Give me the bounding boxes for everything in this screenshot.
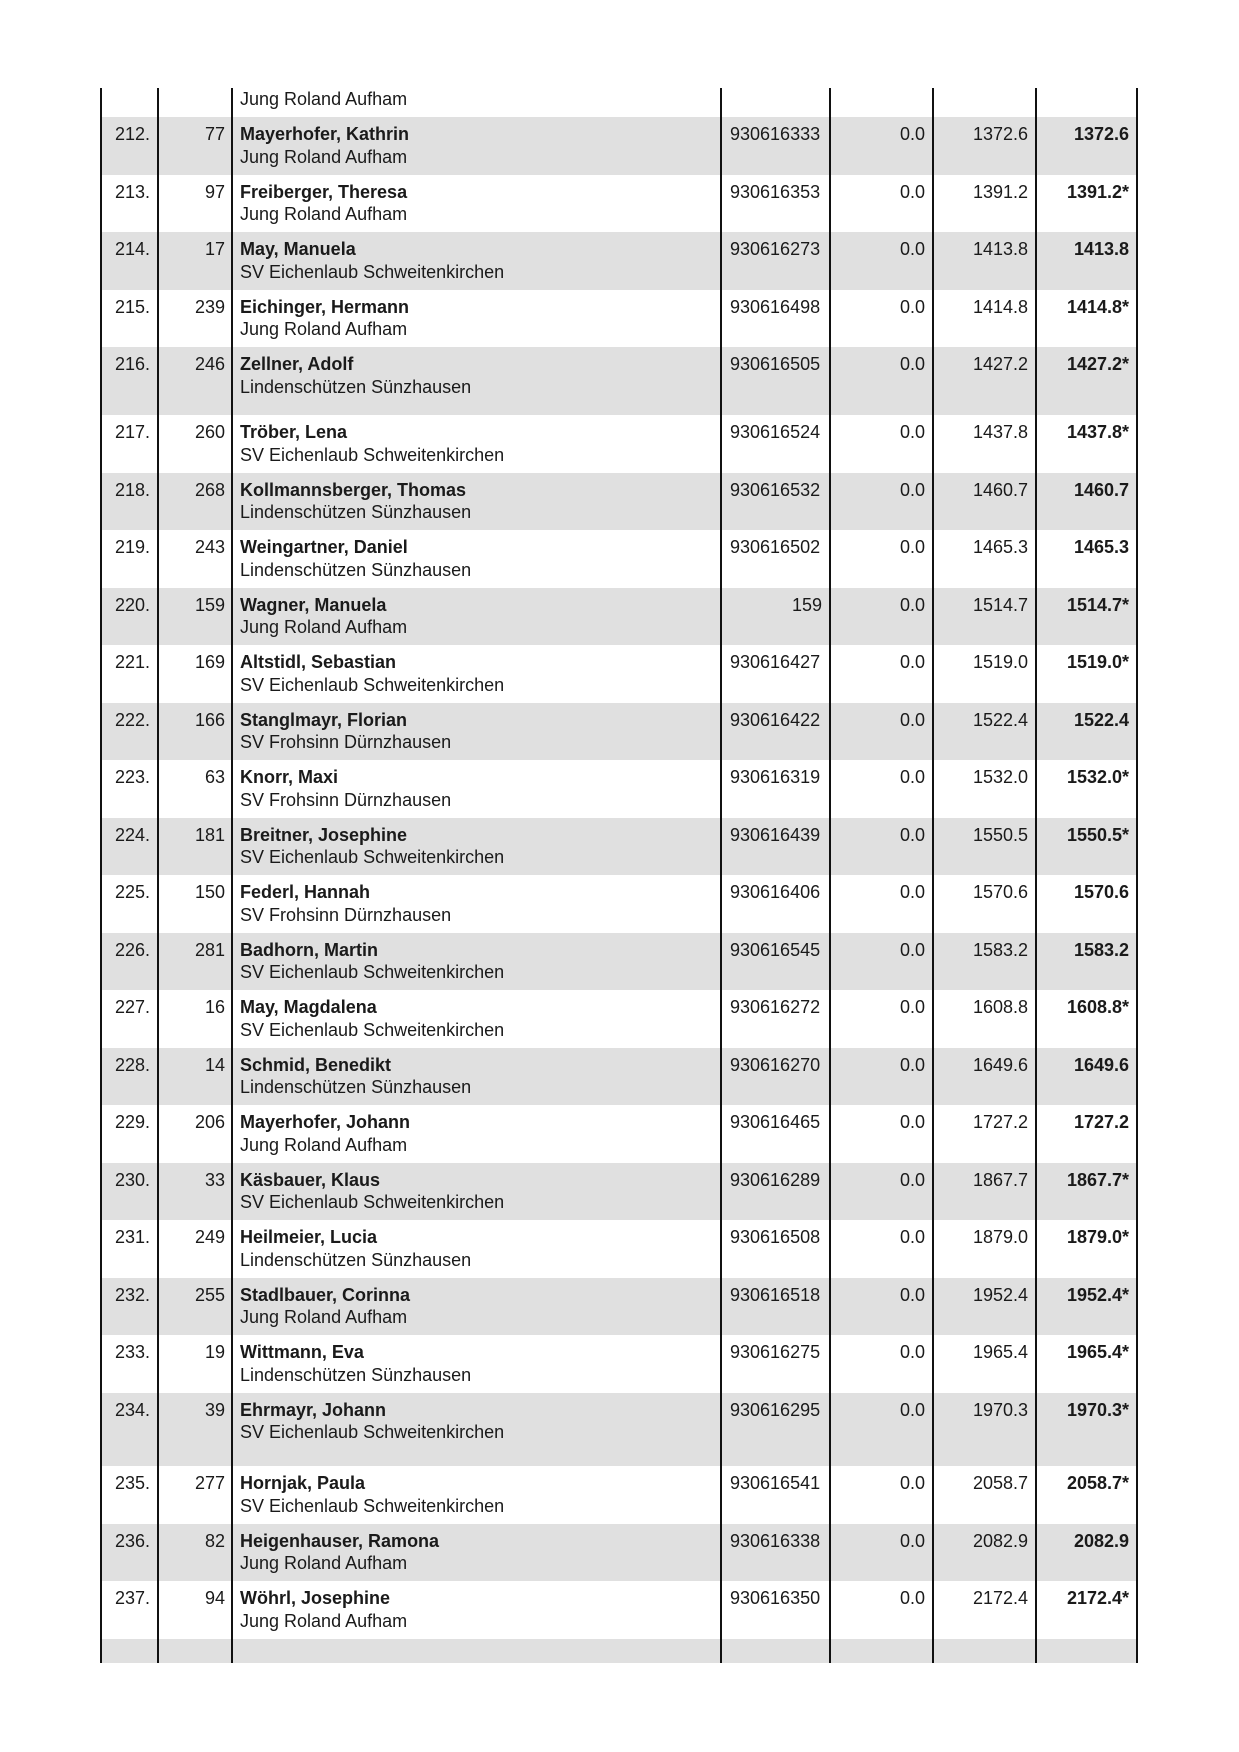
score-a-cell: 0.0 bbox=[829, 1278, 932, 1336]
shooter-name: Zellner, Adolf bbox=[240, 354, 354, 374]
club-name: Lindenschützen Sünzhausen bbox=[240, 1077, 472, 1097]
table-row bbox=[100, 990, 1138, 1048]
score-b-cell: 1879.0 bbox=[932, 1220, 1035, 1278]
table-row bbox=[100, 818, 1138, 876]
total-cell: 1608.8* bbox=[1035, 990, 1138, 1048]
shooter-name: May, Manuela bbox=[240, 239, 356, 259]
table-row bbox=[100, 1220, 1138, 1278]
score-a-cell: 0.0 bbox=[829, 1048, 932, 1106]
name-cell bbox=[231, 175, 720, 233]
rank-cell: 220. bbox=[100, 588, 157, 646]
score-a-cell: 0.0 bbox=[829, 117, 932, 175]
name-cell bbox=[231, 1163, 720, 1221]
table-row bbox=[100, 1105, 1138, 1163]
total-cell: 1867.7* bbox=[1035, 1163, 1138, 1221]
table-row bbox=[100, 232, 1138, 290]
club-name: Jung Roland Aufham bbox=[240, 146, 408, 167]
shooter-name: Mayerhofer, Kathrin bbox=[240, 124, 410, 144]
name-cell bbox=[231, 232, 720, 290]
club-name: Jung Roland Aufham bbox=[240, 204, 408, 224]
club-name: Lindenschützen Sünzhausen bbox=[240, 1249, 472, 1270]
id-cell: 930616319 bbox=[720, 760, 829, 818]
score-b-cell: 1372.6 bbox=[932, 117, 1035, 175]
shooter-name: Hornjak, Paula bbox=[240, 1473, 366, 1493]
club-name: Jung Roland Aufham bbox=[240, 1553, 408, 1573]
table-row bbox=[100, 875, 1138, 933]
score-b-cell: 1952.4 bbox=[932, 1278, 1035, 1336]
start-number-cell: 16 bbox=[157, 990, 231, 1048]
name-cell bbox=[231, 530, 720, 588]
table-row-partial bbox=[100, 88, 1138, 117]
club-name: Lindenschützen Sünzhausen bbox=[240, 376, 472, 397]
id-cell: 930616545 bbox=[720, 933, 829, 991]
table-row bbox=[100, 1524, 1138, 1582]
rank-cell: 212. bbox=[100, 117, 157, 175]
club-name: SV Eichenlaub Schweitenkirchen bbox=[240, 261, 505, 282]
club-name: Jung Roland Aufham bbox=[240, 1610, 408, 1631]
shooter-name: Mayerhofer, Johann bbox=[240, 1112, 411, 1132]
name-cell bbox=[231, 1105, 720, 1163]
rank-cell: 230. bbox=[100, 1163, 157, 1221]
name-cell bbox=[231, 760, 720, 818]
total-cell: 1514.7* bbox=[1035, 588, 1138, 646]
start-number-cell: 63 bbox=[157, 760, 231, 818]
shooter-name: Stanglmayr, Florian bbox=[240, 709, 408, 730]
rank-cell: 221. bbox=[100, 645, 157, 703]
name-cell bbox=[231, 1466, 720, 1524]
total-cell: 1437.8* bbox=[1035, 415, 1138, 473]
rank-cell: 225. bbox=[100, 875, 157, 933]
score-a-cell: 0.0 bbox=[829, 818, 932, 876]
id-cell: 930616275 bbox=[720, 1335, 829, 1393]
score-b-cell: 2082.9 bbox=[932, 1524, 1035, 1582]
name-cell bbox=[231, 88, 720, 117]
score-b-cell: 1532.0 bbox=[932, 760, 1035, 818]
start-number-cell bbox=[157, 88, 231, 117]
score-a-cell: 0.0 bbox=[829, 933, 932, 991]
id-cell: 930616350 bbox=[720, 1581, 829, 1639]
club-name: Jung Roland Aufham bbox=[240, 319, 408, 339]
total-cell: 1465.3 bbox=[1035, 530, 1138, 588]
club-name: Jung Roland Aufham bbox=[240, 1134, 408, 1155]
rank-cell bbox=[100, 1639, 157, 1663]
name-cell bbox=[231, 290, 720, 348]
name-cell bbox=[231, 415, 720, 473]
score-b-cell: 2058.7 bbox=[932, 1466, 1035, 1524]
rank-cell: 214. bbox=[100, 232, 157, 290]
shooter-name: Kollmannsberger, Thomas bbox=[240, 479, 467, 500]
score-a-cell: 0.0 bbox=[829, 1335, 932, 1393]
score-b-cell: 1550.5 bbox=[932, 818, 1035, 876]
start-number-cell: 249 bbox=[157, 1220, 231, 1278]
start-number-cell: 77 bbox=[157, 117, 231, 175]
shooter-name: Wittmann, Eva bbox=[240, 1342, 364, 1362]
id-cell: 930616541 bbox=[720, 1466, 829, 1524]
table-row bbox=[100, 415, 1138, 473]
start-number-cell: 17 bbox=[157, 232, 231, 290]
name-cell bbox=[231, 1393, 720, 1467]
club-name: SV Eichenlaub Schweitenkirchen bbox=[240, 962, 505, 982]
score-a-cell: 0.0 bbox=[829, 1163, 932, 1221]
start-number-cell: 14 bbox=[157, 1048, 231, 1106]
score-b-cell: 1649.6 bbox=[932, 1048, 1035, 1106]
id-cell: 930616427 bbox=[720, 645, 829, 703]
rank-cell: 217. bbox=[100, 415, 157, 473]
rank-cell: 231. bbox=[100, 1220, 157, 1278]
score-b-cell: 1427.2 bbox=[932, 347, 1035, 415]
id-cell: 930616505 bbox=[720, 347, 829, 415]
start-number-cell: 206 bbox=[157, 1105, 231, 1163]
table-row bbox=[100, 347, 1138, 415]
shooter-name: Wagner, Manuela bbox=[240, 594, 387, 615]
name-cell bbox=[231, 473, 720, 531]
name-cell bbox=[231, 588, 720, 646]
score-a-cell: 0.0 bbox=[829, 473, 932, 531]
start-number-cell: 239 bbox=[157, 290, 231, 348]
table-row bbox=[100, 645, 1138, 703]
rank-cell: 236. bbox=[100, 1524, 157, 1582]
start-number-cell: 159 bbox=[157, 588, 231, 646]
score-b-cell: 1727.2 bbox=[932, 1105, 1035, 1163]
id-cell: 930616422 bbox=[720, 703, 829, 761]
club-name: Lindenschützen Sünzhausen bbox=[240, 502, 472, 522]
club-name: SV Frohsinn Dürnzhausen bbox=[240, 789, 452, 810]
shooter-name: Stadlbauer, Corinna bbox=[240, 1284, 411, 1305]
total-cell: 1879.0* bbox=[1035, 1220, 1138, 1278]
club-name: SV Eichenlaub Schweitenkirchen bbox=[240, 1019, 505, 1040]
table-row bbox=[100, 117, 1138, 175]
club-name: Lindenschützen Sünzhausen bbox=[240, 559, 472, 580]
club-name: SV Eichenlaub Schweitenkirchen bbox=[240, 1192, 505, 1212]
start-number-cell: 82 bbox=[157, 1524, 231, 1582]
score-b-cell: 1970.3 bbox=[932, 1393, 1035, 1467]
total-cell: 2172.4* bbox=[1035, 1581, 1138, 1639]
rank-cell: 213. bbox=[100, 175, 157, 233]
start-number-cell: 246 bbox=[157, 347, 231, 415]
id-cell: 930616270 bbox=[720, 1048, 829, 1106]
id-cell: 930616502 bbox=[720, 530, 829, 588]
rank-cell bbox=[100, 88, 157, 117]
rank-cell: 232. bbox=[100, 1278, 157, 1336]
score-a-cell: 0.0 bbox=[829, 530, 932, 588]
start-number-cell: 281 bbox=[157, 933, 231, 991]
score-a-cell: 0.0 bbox=[829, 232, 932, 290]
id-cell: 930616439 bbox=[720, 818, 829, 876]
start-number-cell: 277 bbox=[157, 1466, 231, 1524]
shooter-name: Federl, Hannah bbox=[240, 882, 371, 902]
table-row bbox=[100, 1393, 1138, 1467]
score-b-cell: 1570.6 bbox=[932, 875, 1035, 933]
score-a-cell bbox=[829, 88, 932, 117]
club-name: SV Frohsinn Dürnzhausen bbox=[240, 732, 452, 752]
score-a-cell bbox=[829, 1639, 932, 1663]
id-cell: 930616406 bbox=[720, 875, 829, 933]
table-row bbox=[100, 290, 1138, 348]
score-b-cell: 1519.0 bbox=[932, 645, 1035, 703]
start-number-cell: 33 bbox=[157, 1163, 231, 1221]
name-cell bbox=[231, 117, 720, 175]
score-b-cell bbox=[932, 88, 1035, 117]
club-name: SV Eichenlaub Schweitenkirchen bbox=[240, 1495, 505, 1516]
club-name: SV Eichenlaub Schweitenkirchen bbox=[240, 1422, 505, 1442]
club-name: SV Eichenlaub Schweitenkirchen bbox=[240, 847, 505, 867]
total-cell: 1460.7 bbox=[1035, 473, 1138, 531]
total-cell: 1427.2* bbox=[1035, 347, 1138, 415]
score-a-cell: 0.0 bbox=[829, 1466, 932, 1524]
shooter-name: Badhorn, Martin bbox=[240, 939, 378, 960]
start-number-cell: 268 bbox=[157, 473, 231, 531]
score-b-cell: 1414.8 bbox=[932, 290, 1035, 348]
rank-cell: 235. bbox=[100, 1466, 157, 1524]
results-table bbox=[100, 88, 1138, 1663]
shooter-name: Ehrmayr, Johann bbox=[240, 1399, 387, 1420]
table-row bbox=[100, 933, 1138, 991]
table-row bbox=[100, 1466, 1138, 1524]
name-cell bbox=[231, 1639, 720, 1663]
start-number-cell: 19 bbox=[157, 1335, 231, 1393]
score-a-cell: 0.0 bbox=[829, 1220, 932, 1278]
name-cell bbox=[231, 933, 720, 991]
score-b-cell: 1460.7 bbox=[932, 473, 1035, 531]
shooter-name: Heigenhauser, Ramona bbox=[240, 1530, 440, 1551]
start-number-cell: 166 bbox=[157, 703, 231, 761]
total-cell: 1414.8* bbox=[1035, 290, 1138, 348]
total-cell: 1532.0* bbox=[1035, 760, 1138, 818]
club-name: SV Eichenlaub Schweitenkirchen bbox=[240, 444, 505, 465]
total-cell: 1413.8 bbox=[1035, 232, 1138, 290]
table-row bbox=[100, 703, 1138, 761]
name-cell bbox=[231, 645, 720, 703]
score-b-cell: 1514.7 bbox=[932, 588, 1035, 646]
name-cell bbox=[231, 818, 720, 876]
name-cell bbox=[231, 1335, 720, 1393]
club-name: Jung Roland Aufham bbox=[240, 617, 408, 637]
id-cell: 930616524 bbox=[720, 415, 829, 473]
id-cell: 930616465 bbox=[720, 1105, 829, 1163]
shooter-name: May, Magdalena bbox=[240, 997, 377, 1017]
club-name: Jung Roland Aufham bbox=[240, 89, 408, 109]
name-cell bbox=[231, 1048, 720, 1106]
start-number-cell: 94 bbox=[157, 1581, 231, 1639]
rank-cell: 228. bbox=[100, 1048, 157, 1106]
table-row bbox=[100, 588, 1138, 646]
score-b-cell: 1465.3 bbox=[932, 530, 1035, 588]
id-cell: 930616273 bbox=[720, 232, 829, 290]
shooter-name: Freiberger, Theresa bbox=[240, 181, 408, 202]
score-a-cell: 0.0 bbox=[829, 1105, 932, 1163]
score-a-cell: 0.0 bbox=[829, 1393, 932, 1467]
table-row bbox=[100, 473, 1138, 531]
id-cell: 930616508 bbox=[720, 1220, 829, 1278]
total-cell: 1970.3* bbox=[1035, 1393, 1138, 1467]
start-number-cell: 255 bbox=[157, 1278, 231, 1336]
start-number-cell: 97 bbox=[157, 175, 231, 233]
start-number-cell: 181 bbox=[157, 818, 231, 876]
table-row bbox=[100, 1335, 1138, 1393]
id-cell: 930616333 bbox=[720, 117, 829, 175]
table-row bbox=[100, 1278, 1138, 1336]
score-a-cell: 0.0 bbox=[829, 875, 932, 933]
score-b-cell: 1583.2 bbox=[932, 933, 1035, 991]
score-a-cell: 0.0 bbox=[829, 1581, 932, 1639]
rank-cell: 229. bbox=[100, 1105, 157, 1163]
score-a-cell: 0.0 bbox=[829, 760, 932, 818]
score-b-cell: 1391.2 bbox=[932, 175, 1035, 233]
shooter-name: Wöhrl, Josephine bbox=[240, 1588, 391, 1608]
rank-cell: 237. bbox=[100, 1581, 157, 1639]
name-cell bbox=[231, 703, 720, 761]
shooter-name: Knorr, Maxi bbox=[240, 767, 339, 787]
id-cell: 930616295 bbox=[720, 1393, 829, 1467]
total-cell bbox=[1035, 1639, 1138, 1663]
club-name: SV Eichenlaub Schweitenkirchen bbox=[240, 674, 505, 695]
shooter-name: Schmid, Benedikt bbox=[240, 1054, 392, 1075]
id-cell bbox=[720, 88, 829, 117]
id-cell: 159 bbox=[720, 588, 829, 646]
score-a-cell: 0.0 bbox=[829, 703, 932, 761]
table-row bbox=[100, 530, 1138, 588]
rank-cell: 223. bbox=[100, 760, 157, 818]
rank-cell: 233. bbox=[100, 1335, 157, 1393]
name-cell bbox=[231, 990, 720, 1048]
name-cell bbox=[231, 1220, 720, 1278]
score-b-cell bbox=[932, 1639, 1035, 1663]
shooter-name: Tröber, Lena bbox=[240, 422, 348, 442]
score-b-cell: 1965.4 bbox=[932, 1335, 1035, 1393]
total-cell: 1965.4* bbox=[1035, 1335, 1138, 1393]
score-b-cell: 1413.8 bbox=[932, 232, 1035, 290]
score-a-cell: 0.0 bbox=[829, 347, 932, 415]
start-number-cell: 169 bbox=[157, 645, 231, 703]
rank-cell: 227. bbox=[100, 990, 157, 1048]
start-number-cell: 39 bbox=[157, 1393, 231, 1467]
score-a-cell: 0.0 bbox=[829, 290, 932, 348]
rank-cell: 234. bbox=[100, 1393, 157, 1467]
name-cell bbox=[231, 347, 720, 415]
total-cell: 1372.6 bbox=[1035, 117, 1138, 175]
total-cell: 2082.9 bbox=[1035, 1524, 1138, 1582]
score-b-cell: 1608.8 bbox=[932, 990, 1035, 1048]
id-cell: 930616532 bbox=[720, 473, 829, 531]
shooter-name: Heilmeier, Lucia bbox=[240, 1227, 378, 1247]
start-number-cell: 243 bbox=[157, 530, 231, 588]
total-cell: 1522.4 bbox=[1035, 703, 1138, 761]
score-b-cell: 1437.8 bbox=[932, 415, 1035, 473]
total-cell: 1649.6 bbox=[1035, 1048, 1138, 1106]
start-number-cell: 260 bbox=[157, 415, 231, 473]
total-cell bbox=[1035, 88, 1138, 117]
score-a-cell: 0.0 bbox=[829, 415, 932, 473]
rank-cell: 222. bbox=[100, 703, 157, 761]
total-cell: 1550.5* bbox=[1035, 818, 1138, 876]
name-cell bbox=[231, 1524, 720, 1582]
start-number-cell: 150 bbox=[157, 875, 231, 933]
club-name: Lindenschützen Sünzhausen bbox=[240, 1364, 472, 1385]
total-cell: 2058.7* bbox=[1035, 1466, 1138, 1524]
id-cell: 930616353 bbox=[720, 175, 829, 233]
id-cell: 930616338 bbox=[720, 1524, 829, 1582]
score-b-cell: 1867.7 bbox=[932, 1163, 1035, 1221]
rank-cell: 215. bbox=[100, 290, 157, 348]
table-row bbox=[100, 760, 1138, 818]
score-a-cell: 0.0 bbox=[829, 990, 932, 1048]
table-row bbox=[100, 1048, 1138, 1106]
total-cell: 1391.2* bbox=[1035, 175, 1138, 233]
total-cell: 1583.2 bbox=[1035, 933, 1138, 991]
club-name: SV Frohsinn Dürnzhausen bbox=[240, 904, 452, 925]
score-a-cell: 0.0 bbox=[829, 645, 932, 703]
id-cell: 930616272 bbox=[720, 990, 829, 1048]
shooter-name: Eichinger, Hermann bbox=[240, 296, 410, 317]
score-a-cell: 0.0 bbox=[829, 1524, 932, 1582]
total-cell: 1727.2 bbox=[1035, 1105, 1138, 1163]
rank-cell: 219. bbox=[100, 530, 157, 588]
shooter-name: Altstidl, Sebastian bbox=[240, 652, 397, 672]
name-cell bbox=[231, 1278, 720, 1336]
total-cell: 1952.4* bbox=[1035, 1278, 1138, 1336]
table-row bbox=[100, 1163, 1138, 1221]
total-cell: 1570.6 bbox=[1035, 875, 1138, 933]
name-cell bbox=[231, 1581, 720, 1639]
table-row-partial bbox=[100, 1639, 1138, 1663]
id-cell: 930616498 bbox=[720, 290, 829, 348]
id-cell: 930616289 bbox=[720, 1163, 829, 1221]
shooter-name: Breitner, Josephine bbox=[240, 824, 408, 845]
rank-cell: 226. bbox=[100, 933, 157, 991]
id-cell: 930616518 bbox=[720, 1278, 829, 1336]
rank-cell: 224. bbox=[100, 818, 157, 876]
rank-cell: 218. bbox=[100, 473, 157, 531]
total-cell: 1519.0* bbox=[1035, 645, 1138, 703]
score-b-cell: 1522.4 bbox=[932, 703, 1035, 761]
rank-cell: 216. bbox=[100, 347, 157, 415]
name-cell bbox=[231, 875, 720, 933]
table-row bbox=[100, 175, 1138, 233]
start-number-cell bbox=[157, 1639, 231, 1663]
score-a-cell: 0.0 bbox=[829, 175, 932, 233]
shooter-name: Weingartner, Daniel bbox=[240, 537, 408, 557]
shooter-name: Käsbauer, Klaus bbox=[240, 1169, 381, 1190]
table-row bbox=[100, 1581, 1138, 1639]
score-b-cell: 2172.4 bbox=[932, 1581, 1035, 1639]
club-name: Jung Roland Aufham bbox=[240, 1307, 408, 1327]
score-a-cell: 0.0 bbox=[829, 588, 932, 646]
id-cell bbox=[720, 1639, 829, 1663]
